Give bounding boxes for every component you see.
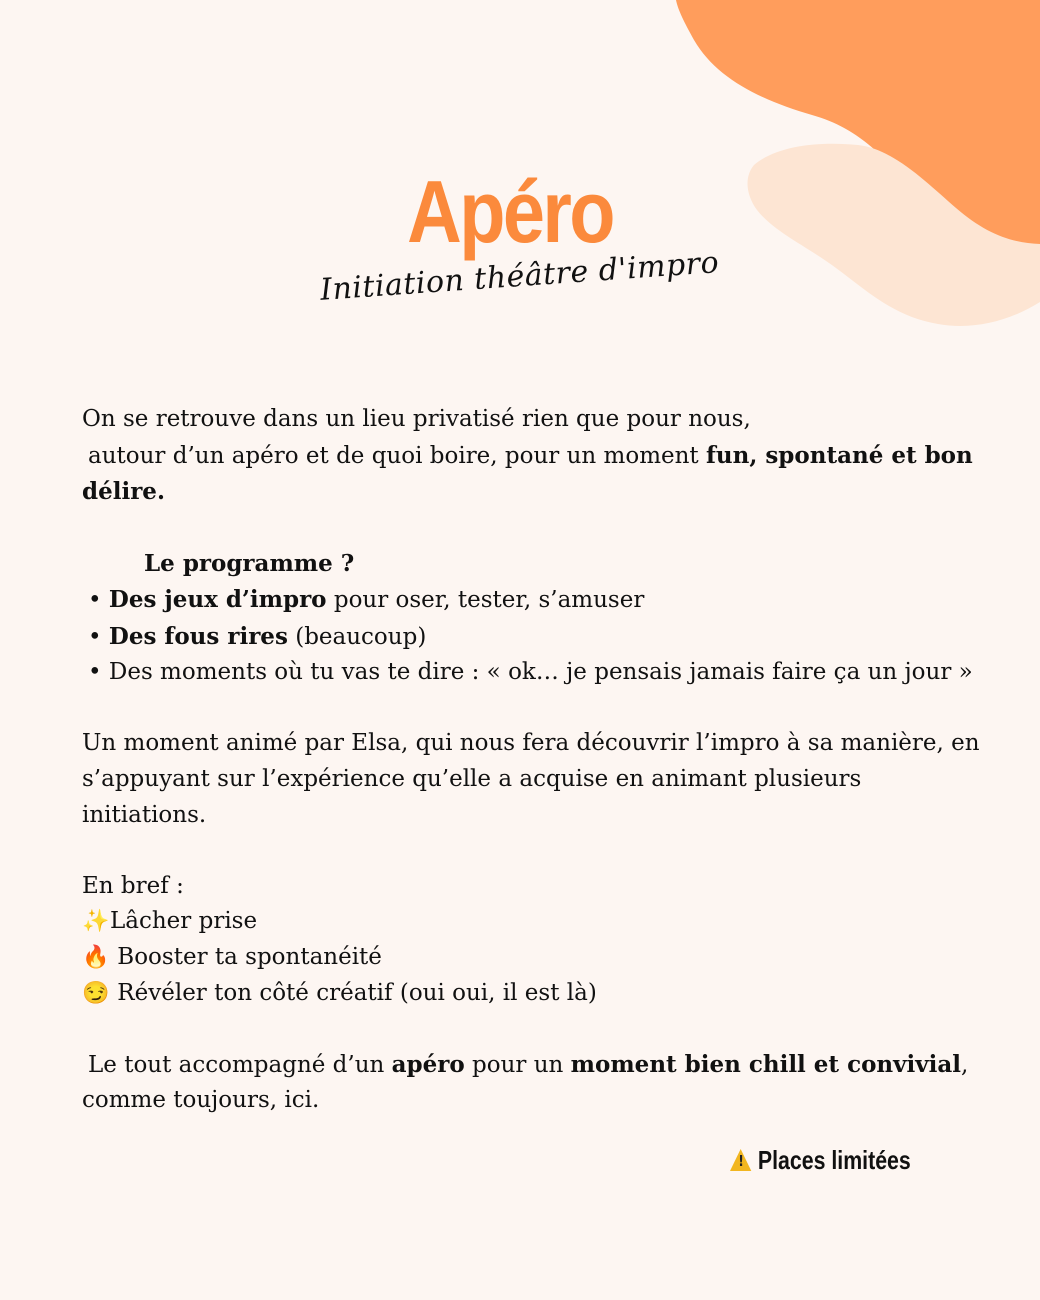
page-title: Apéro <box>407 162 613 261</box>
closing-text: pour un <box>464 1051 571 1078</box>
bullet-dot: • <box>88 623 109 650</box>
summary-item <box>82 940 982 976</box>
programme-item-text: Des moments où tu vas te dire : « ok… je pensais jamais faire ça un jour » <box>108 659 973 686</box>
programme-item-bold: Des jeux d’impro <box>108 585 327 613</box>
summary-item-text: Lâcher prise <box>110 908 258 935</box>
intro-line-2 <box>82 438 982 475</box>
intro-highlight: fun, spontané et bon <box>706 441 973 469</box>
programme-item <box>82 582 982 619</box>
limited-places-notice <box>730 1144 911 1176</box>
host-line-1: Un moment animé par Elsa, qui nous fera découvrir l’impro à sa manière, en <box>82 730 980 757</box>
programme-item-bold: Des fous rires <box>108 622 288 650</box>
summary-heading: En bref : <box>82 872 184 899</box>
intro-highlight: délire. <box>82 478 165 506</box>
closing-highlight: moment bien chill et convivial <box>570 1050 961 1078</box>
closing-line-2: comme toujours, ici. <box>82 1087 320 1114</box>
page-subtitle: Initiation théâtre d'impro <box>319 245 721 308</box>
bullet-dot: • <box>88 586 109 613</box>
host-line-3: initiations. <box>82 801 207 828</box>
programme-item-text: (beaucoup) <box>287 623 427 650</box>
programme-item <box>82 619 982 656</box>
summary-item-text: Booster ta spontanéité <box>110 943 382 970</box>
summary-item <box>82 976 982 1012</box>
intro-text: On se retrouve dans un lieu privatisé rien que pour nous, <box>82 406 751 432</box>
host-line-2: s’appuyant sur l’expérience qu’elle a acquise en animant plusieurs <box>82 765 862 792</box>
summary-item-text: Révéler ton côté créatif (oui oui, il est là) <box>110 979 597 1006</box>
bullet-dot: • <box>88 659 109 686</box>
summary-item <box>82 904 982 940</box>
closing-line-1 <box>82 1047 982 1084</box>
programme-item-text: pour oser, tester, s’amuser <box>326 586 645 613</box>
intro-text: autour d’un apéro et de quoi boire, pour un moment <box>88 442 706 469</box>
warning-icon <box>730 1149 751 1171</box>
description-body <box>82 402 982 1119</box>
intro-line-1 <box>82 402 982 438</box>
smirk-icon: 😏 <box>82 980 110 1006</box>
intro-line-3 <box>82 474 982 511</box>
closing-text: , <box>960 1051 969 1078</box>
limited-places-text: Places limitées <box>757 1145 911 1175</box>
programme-item <box>82 655 982 691</box>
closing-highlight: apéro <box>391 1050 465 1078</box>
fire-icon: 🔥 <box>82 944 110 970</box>
sparkles-icon: ✨ <box>82 909 110 935</box>
closing-text: Le tout accompagné d’un <box>88 1051 392 1078</box>
programme-heading: Le programme ? <box>144 550 355 578</box>
